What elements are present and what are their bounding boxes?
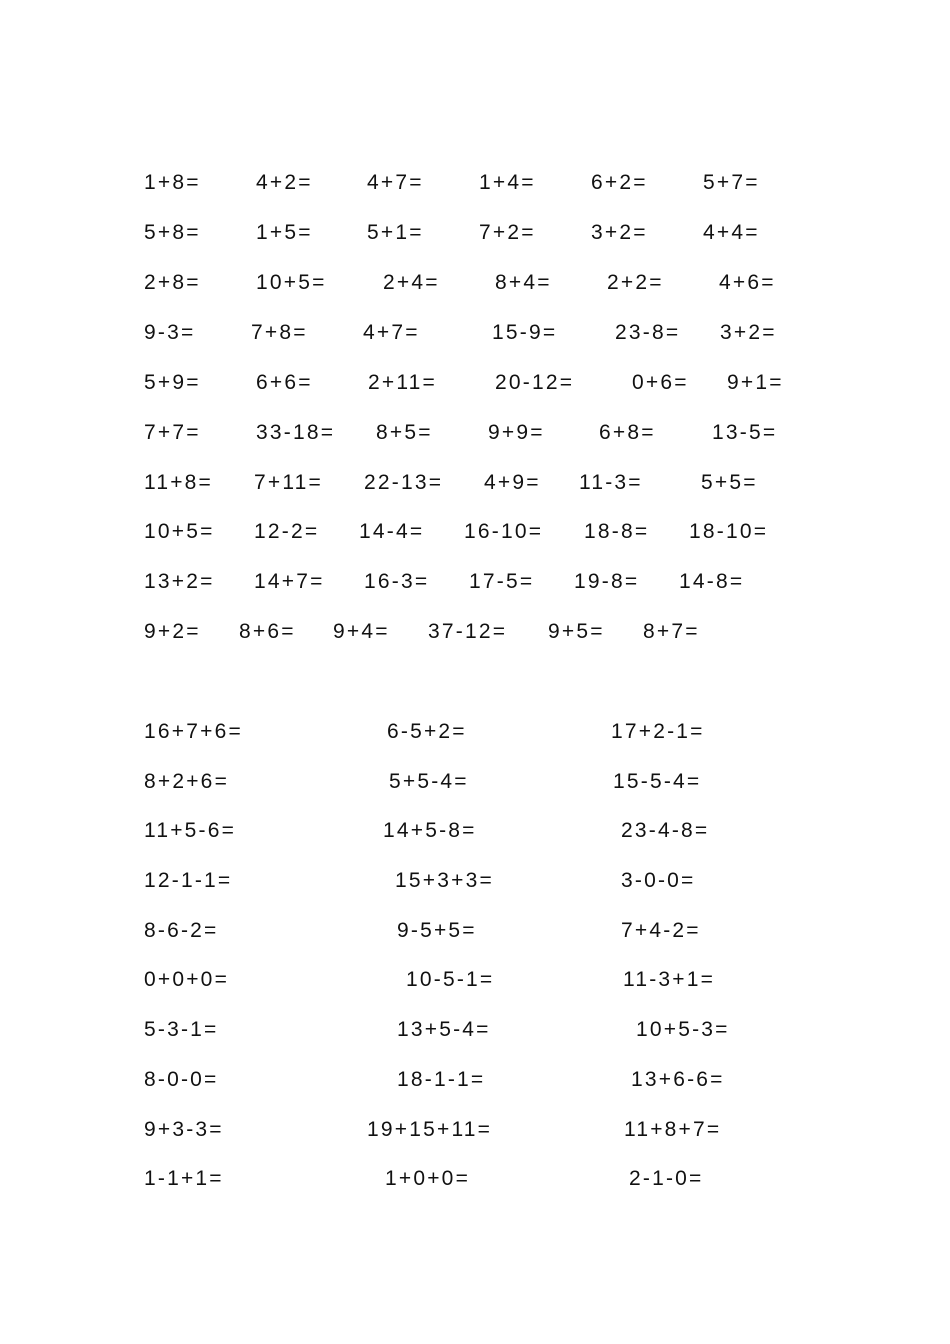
math-problem: 22-13=: [364, 471, 444, 494]
math-problem: 5+9=: [144, 371, 201, 394]
math-problem: 9+4=: [333, 620, 390, 643]
math-problem: 37-12=: [428, 620, 508, 643]
math-problem: 19-8=: [574, 570, 640, 593]
math-problem: 9-5+5=: [397, 919, 477, 942]
math-problem: 23-8=: [615, 321, 681, 344]
math-problem: 13+2=: [144, 570, 215, 593]
math-problem: 4+7=: [367, 171, 424, 194]
math-problem: 7+7=: [144, 421, 201, 444]
math-problem: 16-10=: [464, 520, 544, 543]
math-problem: 17+2-1=: [611, 720, 705, 743]
math-problem: 17-5=: [469, 570, 535, 593]
math-problem: 0+0+0=: [144, 968, 230, 991]
math-problem: 10-5-1=: [406, 968, 495, 991]
math-problem: 11-3=: [579, 471, 643, 494]
math-problem: 16-3=: [364, 570, 430, 593]
math-problem: 18-10=: [689, 520, 769, 543]
math-problem: 2+2=: [607, 271, 664, 294]
math-problem: 11+5-6=: [144, 819, 237, 842]
math-problem: 9+9=: [488, 421, 545, 444]
math-problem: 13+6-6=: [631, 1068, 725, 1091]
section-one-row: [0, 468, 950, 498]
math-problem: 7+11=: [254, 471, 324, 494]
math-problem: 23-4-8=: [621, 819, 710, 842]
math-problem: 14-4=: [359, 520, 425, 543]
math-problem: 2+11=: [368, 371, 438, 394]
math-problem: 9+5=: [548, 620, 605, 643]
math-problem: 12-2=: [254, 520, 320, 543]
section-one-row: [0, 318, 950, 348]
math-problem: 8+4=: [495, 271, 552, 294]
math-problem: 5-3-1=: [144, 1018, 219, 1041]
math-problem: 8-6-2=: [144, 919, 219, 942]
section-one-row: [0, 418, 950, 448]
section-one-row: [0, 268, 950, 298]
math-problem: 8-0-0=: [144, 1068, 219, 1091]
math-problem: 4+4=: [703, 221, 760, 244]
math-problem: 8+2+6=: [144, 770, 230, 793]
math-problem: 11-3+1=: [623, 968, 716, 991]
math-problem: 1-1+1=: [144, 1167, 224, 1190]
math-problem: 13+5-4=: [397, 1018, 491, 1041]
math-problem: 9-3=: [144, 321, 196, 344]
section-two-row: [0, 1015, 950, 1045]
math-problem: 15+3+3=: [395, 869, 494, 892]
math-problem: 7+2=: [479, 221, 536, 244]
math-problem: 6+2=: [591, 171, 648, 194]
math-problem: 9+1=: [727, 371, 784, 394]
math-problem: 2+4=: [383, 271, 440, 294]
math-problem: 1+5=: [256, 221, 313, 244]
math-problem: 4+6=: [719, 271, 776, 294]
math-problem: 6+6=: [256, 371, 313, 394]
section-one-row: [0, 168, 950, 198]
math-problem: 4+2=: [256, 171, 313, 194]
math-problem: 4+9=: [484, 471, 541, 494]
section-two-row: [0, 816, 950, 846]
math-problem: 7+4-2=: [621, 919, 701, 942]
math-problem: 3-0-0=: [621, 869, 696, 892]
section-two-row: [0, 866, 950, 896]
math-problem: 2+8=: [144, 271, 201, 294]
math-problem: 5+7=: [703, 171, 760, 194]
math-problem: 14-8=: [679, 570, 745, 593]
math-problem: 5+5-4=: [389, 770, 469, 793]
math-problem: 1+0+0=: [385, 1167, 471, 1190]
math-problem: 3+2=: [720, 321, 777, 344]
math-problem: 13-5=: [712, 421, 778, 444]
math-problem: 12-1-1=: [144, 869, 233, 892]
math-problem: 33-18=: [256, 421, 336, 444]
section-one-row: [0, 517, 950, 547]
math-problem: 10+5=: [256, 271, 327, 294]
math-problem: 15-5-4=: [613, 770, 702, 793]
math-problem: 18-1-1=: [397, 1068, 486, 1091]
math-problem: 8+7=: [643, 620, 700, 643]
math-problem: 14+7=: [254, 570, 325, 593]
math-problem: 11+8=: [144, 471, 214, 494]
section-two-row: [0, 1065, 950, 1095]
math-problem: 1+8=: [144, 171, 201, 194]
section-two-row: [0, 1164, 950, 1194]
math-problem: 6+8=: [599, 421, 656, 444]
math-problem: 2-1-0=: [629, 1167, 704, 1190]
math-problem: 10+5-3=: [636, 1018, 730, 1041]
math-problem: 10+5=: [144, 520, 215, 543]
math-problem: 5+1=: [367, 221, 424, 244]
section-one-row: [0, 368, 950, 398]
math-problem: 19+15+11=: [367, 1118, 493, 1141]
math-problem: 7+8=: [251, 321, 308, 344]
math-problem: 8+5=: [376, 421, 433, 444]
math-problem: 11+8+7=: [624, 1118, 722, 1141]
math-problem: 9+3-3=: [144, 1118, 224, 1141]
section-two-row: [0, 916, 950, 946]
math-problem: 5+8=: [144, 221, 201, 244]
math-problem: 15-9=: [492, 321, 558, 344]
math-problem: 4+7=: [363, 321, 420, 344]
math-problem: 16+7+6=: [144, 720, 243, 743]
section-two-row: [0, 767, 950, 797]
math-problem: 9+2=: [144, 620, 201, 643]
math-problem: 6-5+2=: [387, 720, 467, 743]
math-problem: 14+5-8=: [383, 819, 477, 842]
math-problem: 1+4=: [479, 171, 536, 194]
math-problem: 20-12=: [495, 371, 575, 394]
math-problem: 3+2=: [591, 221, 648, 244]
math-problem: 5+5=: [701, 471, 758, 494]
section-two-row: [0, 965, 950, 995]
section-one-row: [0, 617, 950, 647]
section-one-row: [0, 218, 950, 248]
section-two-row: [0, 717, 950, 747]
math-problem: 18-8=: [584, 520, 650, 543]
math-problem: 8+6=: [239, 620, 296, 643]
section-one-row: [0, 567, 950, 597]
section-two-row: [0, 1115, 950, 1145]
math-problem: 0+6=: [632, 371, 689, 394]
